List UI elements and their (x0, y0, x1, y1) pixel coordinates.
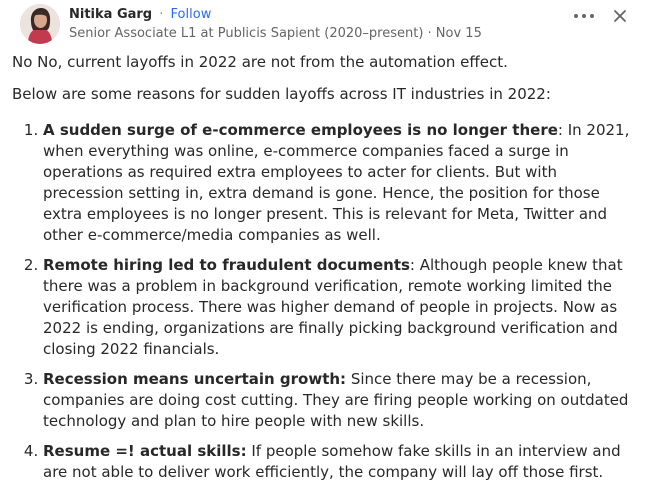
avatar[interactable] (20, 4, 60, 44)
separator-dot: · (159, 7, 164, 22)
list-item (43, 120, 634, 246)
more-horizontal-icon (573, 13, 595, 19)
close-button[interactable] (610, 6, 630, 26)
list-item (43, 255, 634, 360)
list-item-title: A sudden surge of e-commerce employees is no longer there (43, 121, 558, 139)
answer-header (12, 0, 634, 46)
follow-button[interactable]: Follow (170, 7, 212, 22)
answer-paragraph: Below are some reasons for sudden layoffs across IT industries in 2022: (12, 85, 551, 103)
author-credential[interactable]: Senior Associate L1 at Publicis Sapient (2020–present) · Nov 15 (69, 26, 482, 41)
answer-content (12, 52, 634, 483)
list-item (43, 441, 634, 483)
more-options-button[interactable] (570, 6, 598, 26)
list-item (43, 369, 634, 432)
list-item-body: : Although people knew that there was a problem in background verification, remote working limited the verification process. There was higher demand of people in projects. Now as 2022 is ending, organizations are finally picking background verification and closing 2022 financials. (43, 256, 623, 358)
avatar-image (20, 4, 60, 44)
list-item-title: Remote hiring led to fraudulent documents (43, 256, 410, 274)
author-name[interactable]: Nitika Garg (69, 7, 153, 22)
list-item-body: : In 2021, when everything was online, e-commerce companies faced a surge in operations as required extra employees to acter for clients. But with precession setting in, extra demand is gone. Hence, the position for those extra employees is no longer present. This is relevant for Meta, Twitter and other e-commerce/media companies as well. (43, 121, 630, 244)
list-item-body: Since there may be a recession, companies are doing cost cutting. They are firing people working on outdated technology and plan to hire people with new skills. (43, 370, 629, 430)
list-item-title: Recession means uncertain growth: (43, 370, 347, 388)
author-line (69, 7, 211, 23)
close-icon (613, 9, 627, 23)
list-item-body: If people somehow fake skills in an interview and are not able to deliver work efficiently, the company will lay off those first. (43, 442, 621, 481)
answer-paragraph: No No, current layoffs in 2022 are not from the automation effect. (12, 53, 508, 71)
list-item-title: Resume =! actual skills: (43, 442, 247, 460)
reasons-list (12, 120, 634, 483)
